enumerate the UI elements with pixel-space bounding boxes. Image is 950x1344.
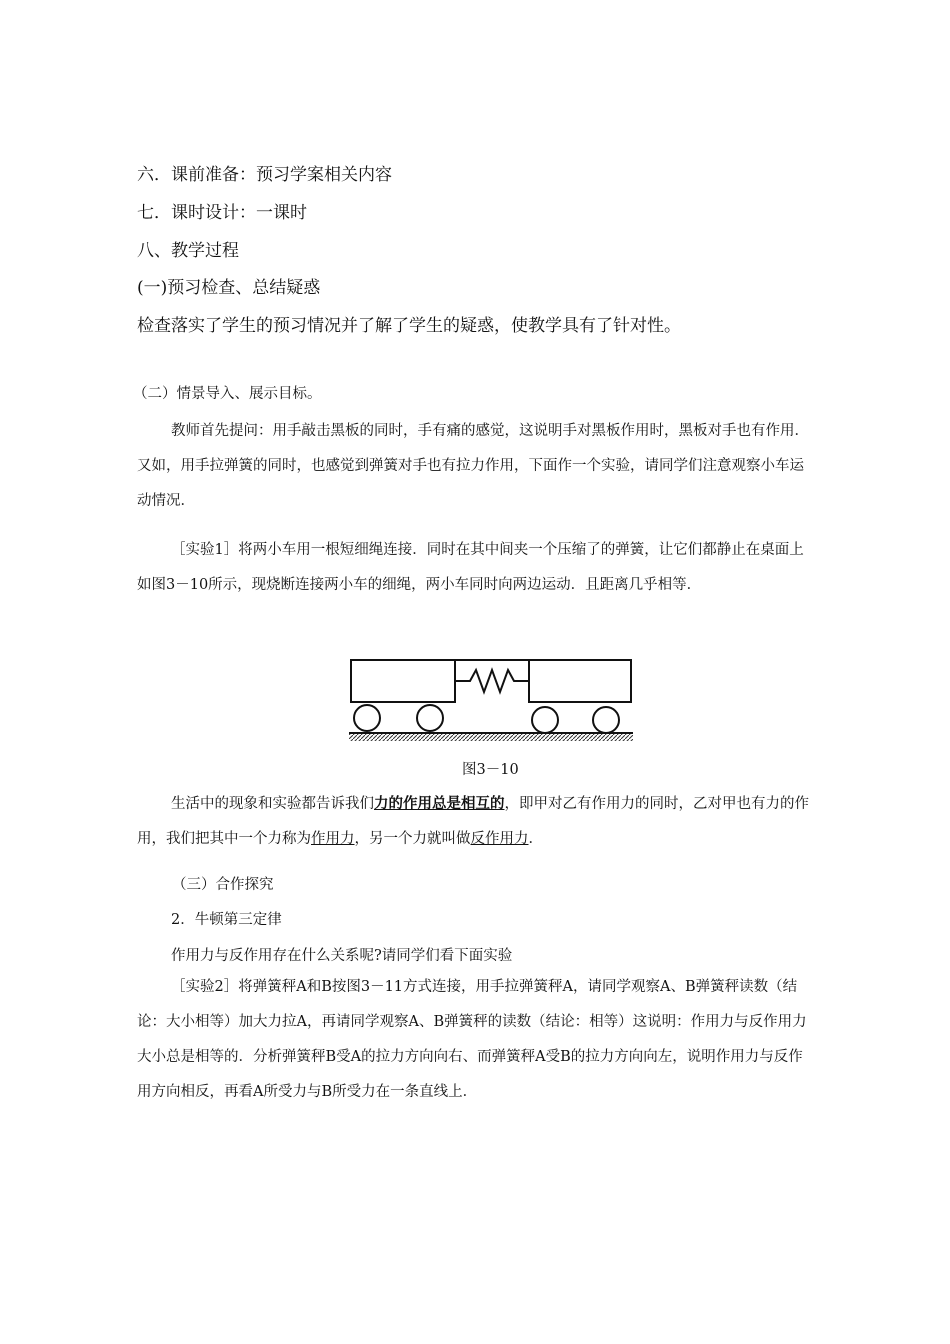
section-eight: 八、教学过程 [137, 241, 239, 261]
subsection-1: (一)预习检查、总结疑惑 [137, 278, 321, 298]
left-cart [351, 660, 455, 702]
life-phenomena-paragraph [137, 786, 817, 857]
experiment-2-paragraph: ［实验2］将弹簧秤A和B按图3－11方式连接，用手拉弹簧秤A，请同学观察A、B弹簧秤读数（结论：大小相等）加大力拉A，再请同学观察A、B弹簧秤的读数（结论：相等）这说明：作用力与反作用力大小总是相等的．分析弹簧秤B受A的拉力方向向右、而弹簧秤A受B的拉力方向向左，说明作用力与反作用方向相反，再看A所受力与B所受力在一条直线上． [137, 979, 807, 1100]
wheel [354, 705, 380, 731]
term-action-force: 作用力 [311, 831, 355, 847]
spring [455, 670, 529, 692]
figure-carts-spring [345, 655, 635, 747]
subsection-3: （三）合作探究 [172, 877, 274, 893]
section-six: 六．课前准备：预习学案相关内容 [137, 165, 392, 185]
subsection-1-text: 检查落实了学生的预习情况并了解了学生的疑惑，使教学具有了针对性。 [137, 316, 681, 336]
newton-third-law-heading: 2．牛顿第三定律 [171, 912, 282, 928]
wheel [532, 707, 558, 733]
subsection-2: （二）情景导入、展示目标。 [133, 386, 322, 402]
text-run: ． [528, 831, 543, 847]
wheel [417, 705, 443, 731]
term-reaction-force: 反作用力 [470, 831, 529, 847]
text-run: ，即甲对乙有作用力的同时，乙对甲也有力的作用，我们把其中一个力称为 [137, 796, 809, 847]
teacher-question-paragraph: 教师首先提问：用手敲击黑板的同时，手有痛的感觉，这说明手对黑板作用时，黑板对手也有作用．又如，用手拉弹簧的同时，也感觉到弹簧对手也有拉力作用，下面作一个实验，请同学们注意观察小车运动情况． [137, 423, 809, 509]
experiment-1-paragraph: ［实验1］将两小车用一根短细绳连接．同时在其中间夹一个压缩了的弹簧，让它们都静止在桌面上如图3－10所示，现烧断连接两小车的细绳，两小车同时向两边运动．且距离几乎相等． [137, 542, 804, 593]
text-run: ，另一个力就叫做 [354, 831, 471, 847]
section-seven: 七．课时设计：一课时 [137, 203, 307, 223]
ground [349, 733, 633, 741]
text-run: 生活中的现象和实验都告诉我们 [171, 796, 374, 812]
emphasis-mutual-force: 力的作用总是相互的 [374, 795, 505, 812]
right-cart [529, 660, 631, 702]
wheel [593, 707, 619, 733]
figure-caption: 图3－10 [462, 762, 519, 778]
question-line: 作用力与反作用存在什么关系呢?请同学们看下面实验 [171, 948, 513, 964]
